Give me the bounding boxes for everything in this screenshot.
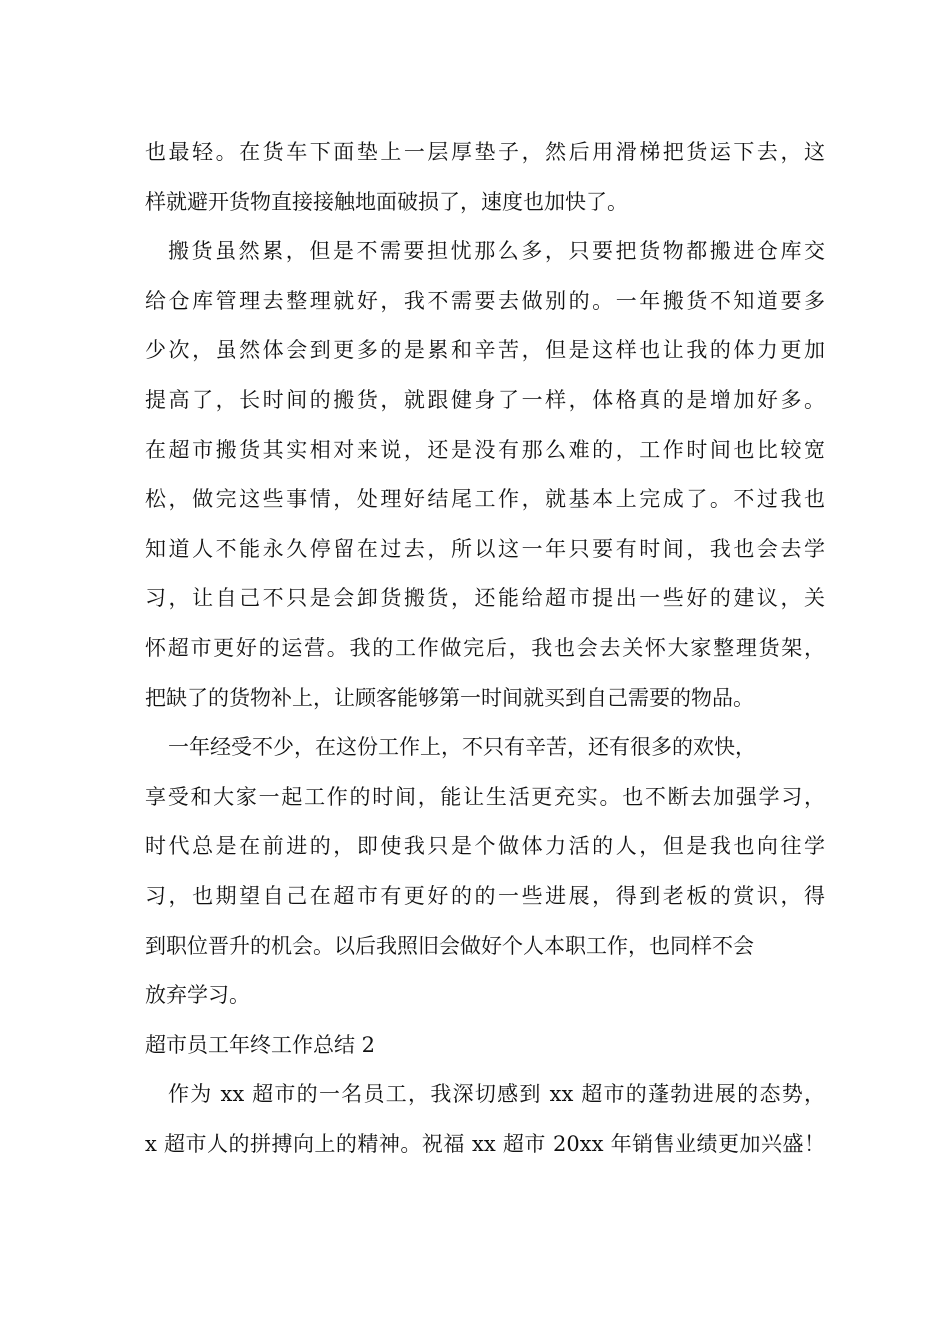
paragraph-line: 把缺了的货物补上，让顾客能够第一时间就买到自己需要的物品。 [145,685,754,710]
paragraph-line: 作为 xx 超市的一名员工，我深切感到 xx 超市的蓬勃进展的态势， [168,1082,825,1107]
section-heading: 超市员工年终工作总结 2 [145,1032,376,1057]
paragraph-line: x 超市人的拼搏向上的精神。祝福 xx 超市 20xx 年销售业绩更加兴盛！ [145,1131,825,1156]
paragraph-line: 到职位晋升的机会。以后我照旧会做好个人本职工作，也同样不会 [145,933,754,958]
paragraph-line: 松，做完这些事情，处理好结尾工作，就基本上完成了。不过我也 [145,487,825,512]
paragraph-line: 给仓库管理去整理就好，我不需要去做别的。一年搬货不知道要多 [145,288,825,313]
paragraph-line: 时代总是在前进的，即使我只是个做体力活的人，但是我也向往学 [145,834,825,859]
document-body [145,128,825,1169]
paragraph-line: 知道人不能永久停留在过去，所以这一年只要有时间，我也会去学 [145,536,825,561]
paragraph-line: 提高了，长时间的搬货，就跟健身了一样，体格真的是增加好多。 [145,387,825,412]
paragraph-line: 习，让自己不只是会卸货搬货，还能给超市提出一些好的建议，关 [145,586,825,611]
paragraph-line: 一年经受不少，在这份工作上，不只有辛苦，还有很多的欢快， [168,735,756,760]
paragraph-line: 享受和大家一起工作的时间，能让生活更充实。也不断去加强学习， [145,784,825,809]
paragraph-line: 样就避开货物直接接触地面破损了，速度也加快了。 [145,189,628,214]
paragraph-line: 怀超市更好的运营。我的工作做完后，我也会去关怀大家整理货架， [145,635,825,660]
paragraph-line: 搬货虽然累，但是不需要担忧那么多，只要把货物都搬进仓库交 [168,239,825,264]
paragraph-line: 也最轻。在货车下面垫上一层厚垫子，然后用滑梯把货运下去，这 [145,140,825,164]
paragraph-line: 放弃学习。 [145,983,250,1008]
paragraph-line: 少次，虽然体会到更多的是累和辛苦，但是这样也让我的体力更加 [145,338,825,363]
paragraph-line: 在超市搬货其实相对来说，还是没有那么难的，工作时间也比较宽 [145,437,825,462]
paragraph-line: 习，也期望自己在超市有更好的的一些进展，得到老板的赏识，得 [145,883,825,908]
